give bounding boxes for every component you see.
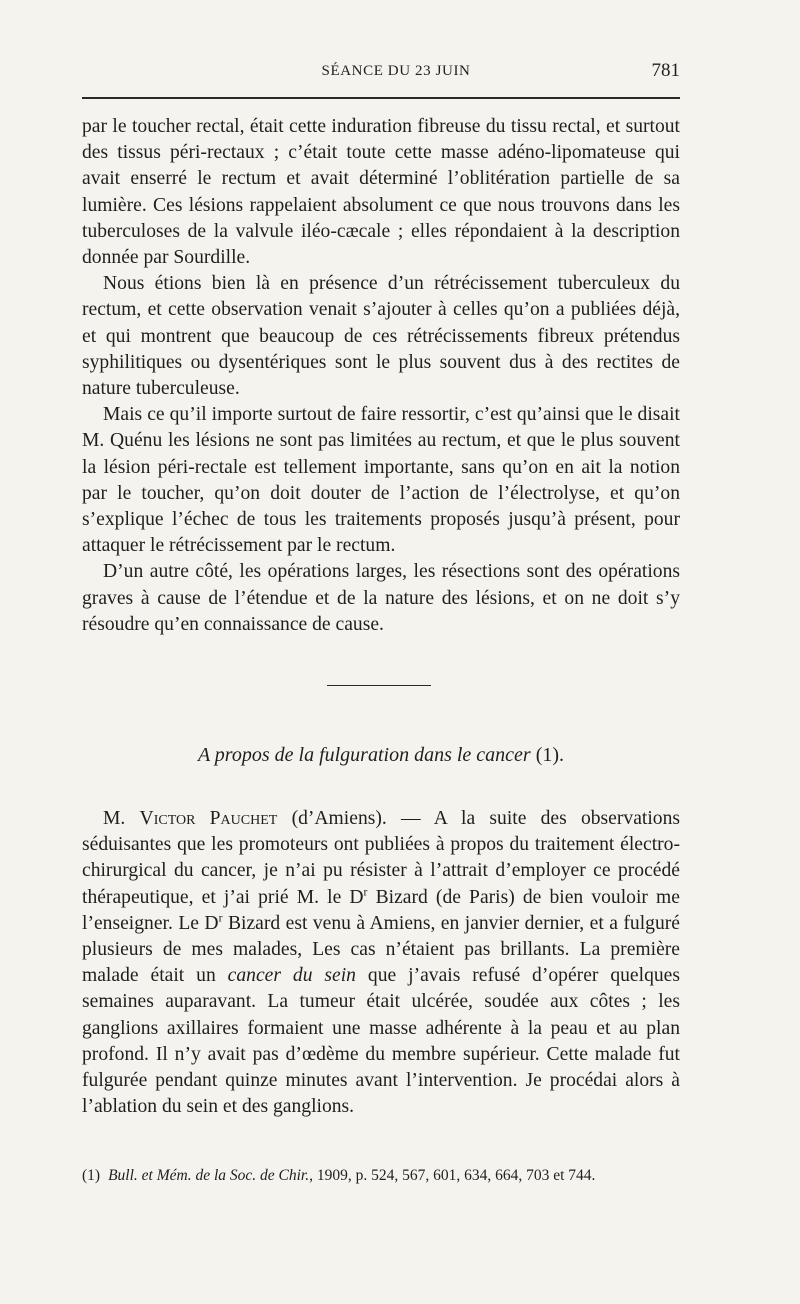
text-run: Bizard (de Paris) de bien vouloir me l’enseigner. Le D: [82, 886, 680, 934]
paragraph: Mais ce qu’il importe surtout de faire ressortir, c’est qu’ainsi que le disait M. Quénu les lésions ne sont pas limitées au rectum, et que le plus souvent la lésion péri-rectale est tellement importante, sans qu’on en ait la notion par le toucher, qu’on doit douter de l’action de l’électrolyse, et qu’on s’explique l’échec de tous les traitements proposés jusqu’à présent, pour attaquer le rétrécissement par le rectum.: [82, 404, 680, 557]
paragraph: D’un autre côté, les opérations larges, les résections sont des opérations graves à cause de l’étendue et de la nature des lésions, et on ne doit s’y résoudre qu’en connaissance de cause.: [82, 561, 680, 635]
superscript: r: [363, 885, 368, 899]
text-run: que j’avais refusé d’opérer quelques semaines auparavant. La tumeur était ulcérée, soudée aux côtes ; les ganglions axillaires formaient une masse adhérente à la peau et au plan profond. Il n’y avait pas d’œdème du membre supérieur. Cette malade fut fulgurée pendant quinze minutes avant l’intervention. Je procédai alors à l’ablation du sein et des ganglions.: [82, 965, 680, 1118]
section-separator: [327, 685, 431, 686]
header-rule: [82, 97, 680, 99]
paragraph: [82, 806, 680, 1120]
paragraph: Nous étions bien là en présence d’un rétrécissement tuberculeux du rectum, et cette observation venait s’ajouter à celles qu’on a publiées déjà, et qui montrent que beaucoup de ces rétrécissements fibreux prétendus syphilitiques ou dysentériques sont le plus souvent dus à des rectites de nature tuberculeuse.: [82, 273, 680, 400]
footnote-details: , 1909, p. 524, 567, 601, 634, 664, 703 et 744.: [309, 1167, 596, 1184]
running-header: [82, 60, 680, 84]
author-prefix: M.: [103, 808, 140, 829]
footnote: [82, 1165, 680, 1187]
superscript: r: [218, 911, 223, 925]
article-text: [82, 806, 680, 1120]
author-place: (d’Amiens). —: [277, 808, 434, 829]
section-heading: [82, 744, 680, 767]
footnote-marker: (1): [82, 1167, 101, 1184]
footnote-journal: Bull. et Mém. de la Soc. de Chir.: [108, 1167, 310, 1184]
continued-text: [82, 114, 680, 638]
paragraph: par le toucher rectal, était cette induration fibreuse du tissu rectal, et surtout des tissus péri-rectaux ; c’était toute cette masse adéno-lipomateuse qui avait enserré le rectum et avait déterminé l’oblitération partielle de sa lumière. Ces lésions rappelaient absolument ce que nous trouvons dans les tuberculoses de la valvule iléo-cæcale ; elles répondaient à la description donnée par Sourdille.: [82, 116, 680, 269]
footnote-reference: (1).: [535, 744, 565, 766]
author-name: Victor Pauchet: [139, 808, 278, 829]
section-title: A propos de la fulguration dans le cancer: [197, 744, 531, 766]
text-run: Bizard est venu à Amiens, en janvier dernier, et a fulguré plusieurs de mes malades, Les cas n’étaient pas brillants. La première malade était un: [82, 912, 680, 987]
running-title: SÉANCE DU 23 JUIN: [321, 63, 471, 79]
italic-text: cancer du sein: [227, 965, 356, 987]
text-run: A la suite des observations séduisantes que les promoteurs ont publiées à propos du traitement électro-chirurgical du cancer, je n’ai pu résister à l’attrait d’employer ce procédé thérapeutique, et j’ai prié M. le D: [82, 808, 681, 908]
page-number: 781: [651, 60, 680, 81]
